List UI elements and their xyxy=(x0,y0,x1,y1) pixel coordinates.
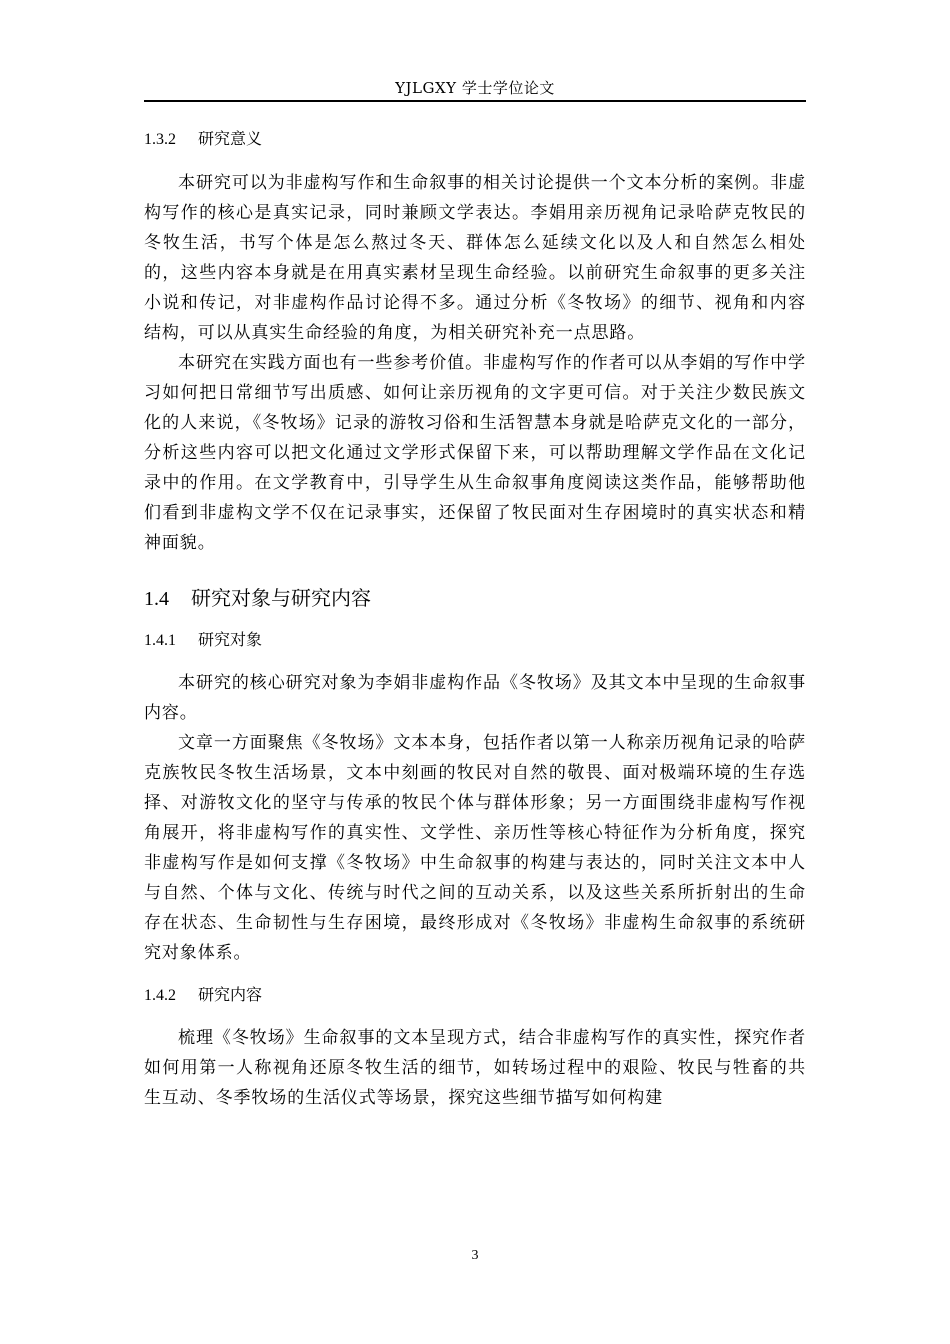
section-number: 1.4.1 xyxy=(144,632,176,649)
page-number: 3 xyxy=(471,1248,479,1263)
section-heading-1-3-2 xyxy=(144,128,806,151)
section-heading-1-4-2 xyxy=(144,984,806,1007)
running-header: YJLGXY 学士学位论文 xyxy=(395,79,555,97)
header-rule xyxy=(144,100,806,102)
section-title: 研究对象与研究内容 xyxy=(191,586,371,610)
section-title: 研究对象 xyxy=(198,630,263,649)
paragraph: 本研究可以为非虚构写作和生命叙事的相关讨论提供一个文本分析的案例。非虚构写作的核心是真实记录，同时兼顾文学表达。李娟用亲历视角记录哈萨克牧民的冬牧生活，书写个体是怎么熬过冬天、群体怎么延续文化以及人和自然怎么相处的，这些内容本身就是在用真实素材呈现生命经验。以前研究生命叙事的更多关注小说和传记，对非虚构作品讨论得不多。通过分析《冬牧场》的细节、视角和内容结构，可以从真实生命经验的角度，为相关研究补充一点思路。 xyxy=(144,173,806,343)
paragraph: 梳理《冬牧场》生命叙事的文本呈现方式，结合非虚构写作的真实性，探究作者如何用第一人称视角还原冬牧生活的细节，如转场过程中的艰险、牧民与牲畜的共生互动、冬季牧场的生活仪式等场景，探究这些细节描写如何构建 xyxy=(144,1028,806,1108)
section-number: 1.3.2 xyxy=(144,131,176,148)
section-heading-1-4 xyxy=(144,584,806,613)
section-title: 研究内容 xyxy=(198,985,263,1004)
page-content xyxy=(144,128,806,1113)
section-heading-1-4-1 xyxy=(144,629,806,652)
section-number: 1.4 xyxy=(144,588,169,610)
section-number: 1.4.2 xyxy=(144,987,176,1004)
paragraph: 文章一方面聚焦《冬牧场》文本本身，包括作者以第一人称亲历视角记录的哈萨克族牧民冬牧生活场景，文本中刻画的牧民对自然的敬畏、面对极端环境的生存选择、对游牧文化的坚守与传承的牧民个体与群体形象；另一方面围绕非虚构写作视角展开，将非虚构写作的真实性、文学性、亲历性等核心特征作为分析角度，探究非虚构写作是如何支撑《冬牧场》中生命叙事的构建与表达的，同时关注文本中人与自然、个体与文化、传统与时代之间的互动关系，以及这些关系所折射出的生命存在状态、生命韧性与生存困境，最终形成对《冬牧场》非虚构生命叙事的系统研究对象体系。 xyxy=(144,733,806,963)
paragraph: 本研究的核心研究对象为李娟非虚构作品《冬牧场》及其文本中呈现的生命叙事内容。 xyxy=(144,673,806,723)
paragraph: 本研究在实践方面也有一些参考价值。非虚构写作的作者可以从李娟的写作中学习如何把日常细节写出质感、如何让亲历视角的文字更可信。对于关注少数民族文化的人来说，《冬牧场》记录的游牧习俗和生活智慧本身就是哈萨克文化的一部分，分析这些内容可以把文化通过文学形式保留下来，可以帮助理解文学作品在文化记录中的作用。在文学教育中，引导学生从生命叙事角度阅读这类作品，能够帮助他们看到非虚构文学不仅在记录事实，还保留了牧民面对生存困境时的真实状态和精神面貌。 xyxy=(144,353,806,553)
section-title: 研究意义 xyxy=(198,129,263,148)
